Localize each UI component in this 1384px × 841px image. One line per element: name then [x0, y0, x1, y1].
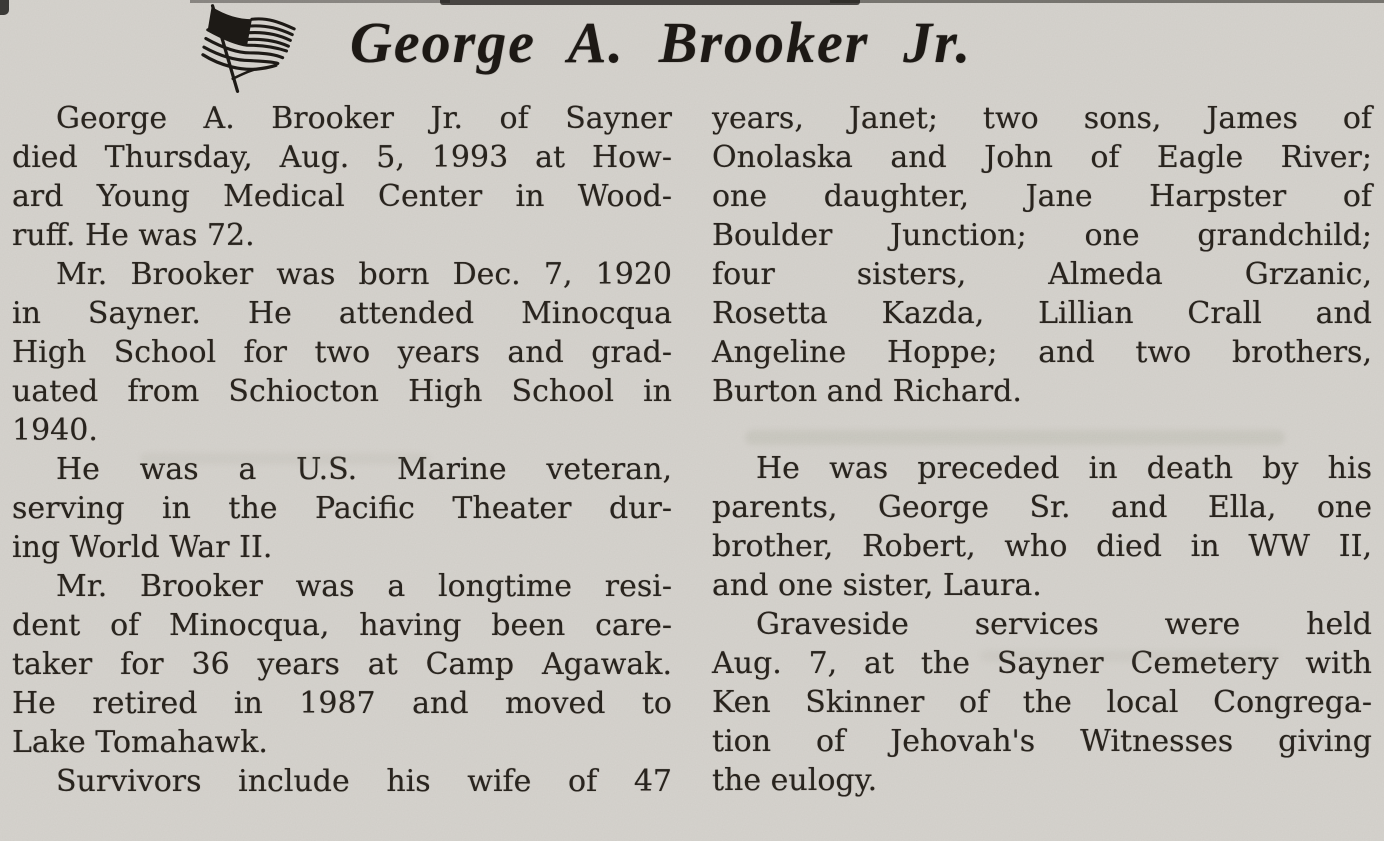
text-line: ruff. He was 72. — [12, 218, 255, 253]
text-line: He was preceded in death by his — [756, 451, 1372, 486]
text-line: serving in the Pacific Theater dur- — [12, 491, 672, 526]
obituary-header — [0, 0, 1384, 97]
text-line: Graveside services were held — [756, 607, 1372, 642]
paragraph — [712, 605, 1372, 800]
text-line: Survivors include his wife of 47 — [56, 764, 672, 799]
paragraph — [12, 450, 672, 567]
text-line: 1940. — [12, 413, 98, 448]
text-line: He retired in 1987 and moved to — [12, 686, 672, 721]
text-line: Mr. Brooker was a longtime resi- — [56, 569, 672, 604]
text-line: Mr. Brooker was born Dec. 7, 1920 — [56, 257, 672, 292]
paragraph — [12, 255, 672, 450]
text-line: Ken Skinner of the local Congrega- — [712, 685, 1372, 720]
text-line: four sisters, Almeda Grzanic, — [712, 257, 1372, 292]
text-line: died Thursday, Aug. 5, 1993 at How- — [12, 140, 672, 175]
paragraph — [12, 567, 672, 762]
text-line: George A. Brooker Jr. of Sayner — [56, 101, 672, 136]
text-line: and one sister, Laura. — [712, 568, 1042, 603]
text-line: taker for 36 years at Camp Agawak. — [12, 647, 672, 682]
text-line: years, Janet; two sons, James of — [712, 101, 1372, 136]
text-line: the eulogy. — [712, 763, 878, 798]
obituary-title: George A. Brooker Jr. — [350, 10, 973, 75]
text-line: brother, Robert, who died in WW II, — [712, 529, 1372, 564]
text-line: Burton and Richard. — [712, 374, 1022, 409]
text-line: Angeline Hoppe; and two brothers, — [712, 335, 1372, 370]
text-line: parents, George Sr. and Ella, one — [712, 490, 1372, 525]
text-line: ing World War II. — [12, 530, 273, 565]
text-line: one daughter, Jane Harpster of — [712, 179, 1372, 214]
column-left — [12, 99, 672, 801]
text-line: tion of Jehovah's Witnesses giving — [712, 724, 1372, 759]
text-line: He was a U.S. Marine veteran, — [56, 452, 672, 487]
paragraph — [12, 762, 672, 801]
text-line: dent of Minocqua, having been care- — [12, 608, 672, 643]
text-line: High School for two years and grad- — [12, 335, 672, 370]
us-flag-icon — [180, 2, 320, 98]
text-line: Rosetta Kazda, Lillian Crall and — [712, 296, 1372, 331]
text-line: Onolaska and John of Eagle River; — [712, 140, 1372, 175]
text-line: in Sayner. He attended Minocqua — [12, 296, 672, 331]
column-right — [712, 99, 1372, 801]
paragraph — [12, 99, 672, 255]
paragraph — [712, 449, 1372, 605]
text-line: Boulder Junction; one grandchild; — [712, 218, 1372, 253]
text-line: uated from Schiocton High School in — [12, 374, 672, 409]
article-body — [0, 97, 1384, 801]
text-line: Lake Tomahawk. — [12, 725, 268, 760]
text-line: ard Young Medical Center in Wood- — [12, 179, 672, 214]
text-line: Aug. 7, at the Sayner Cemetery with — [712, 646, 1372, 681]
paragraph — [712, 99, 1372, 411]
